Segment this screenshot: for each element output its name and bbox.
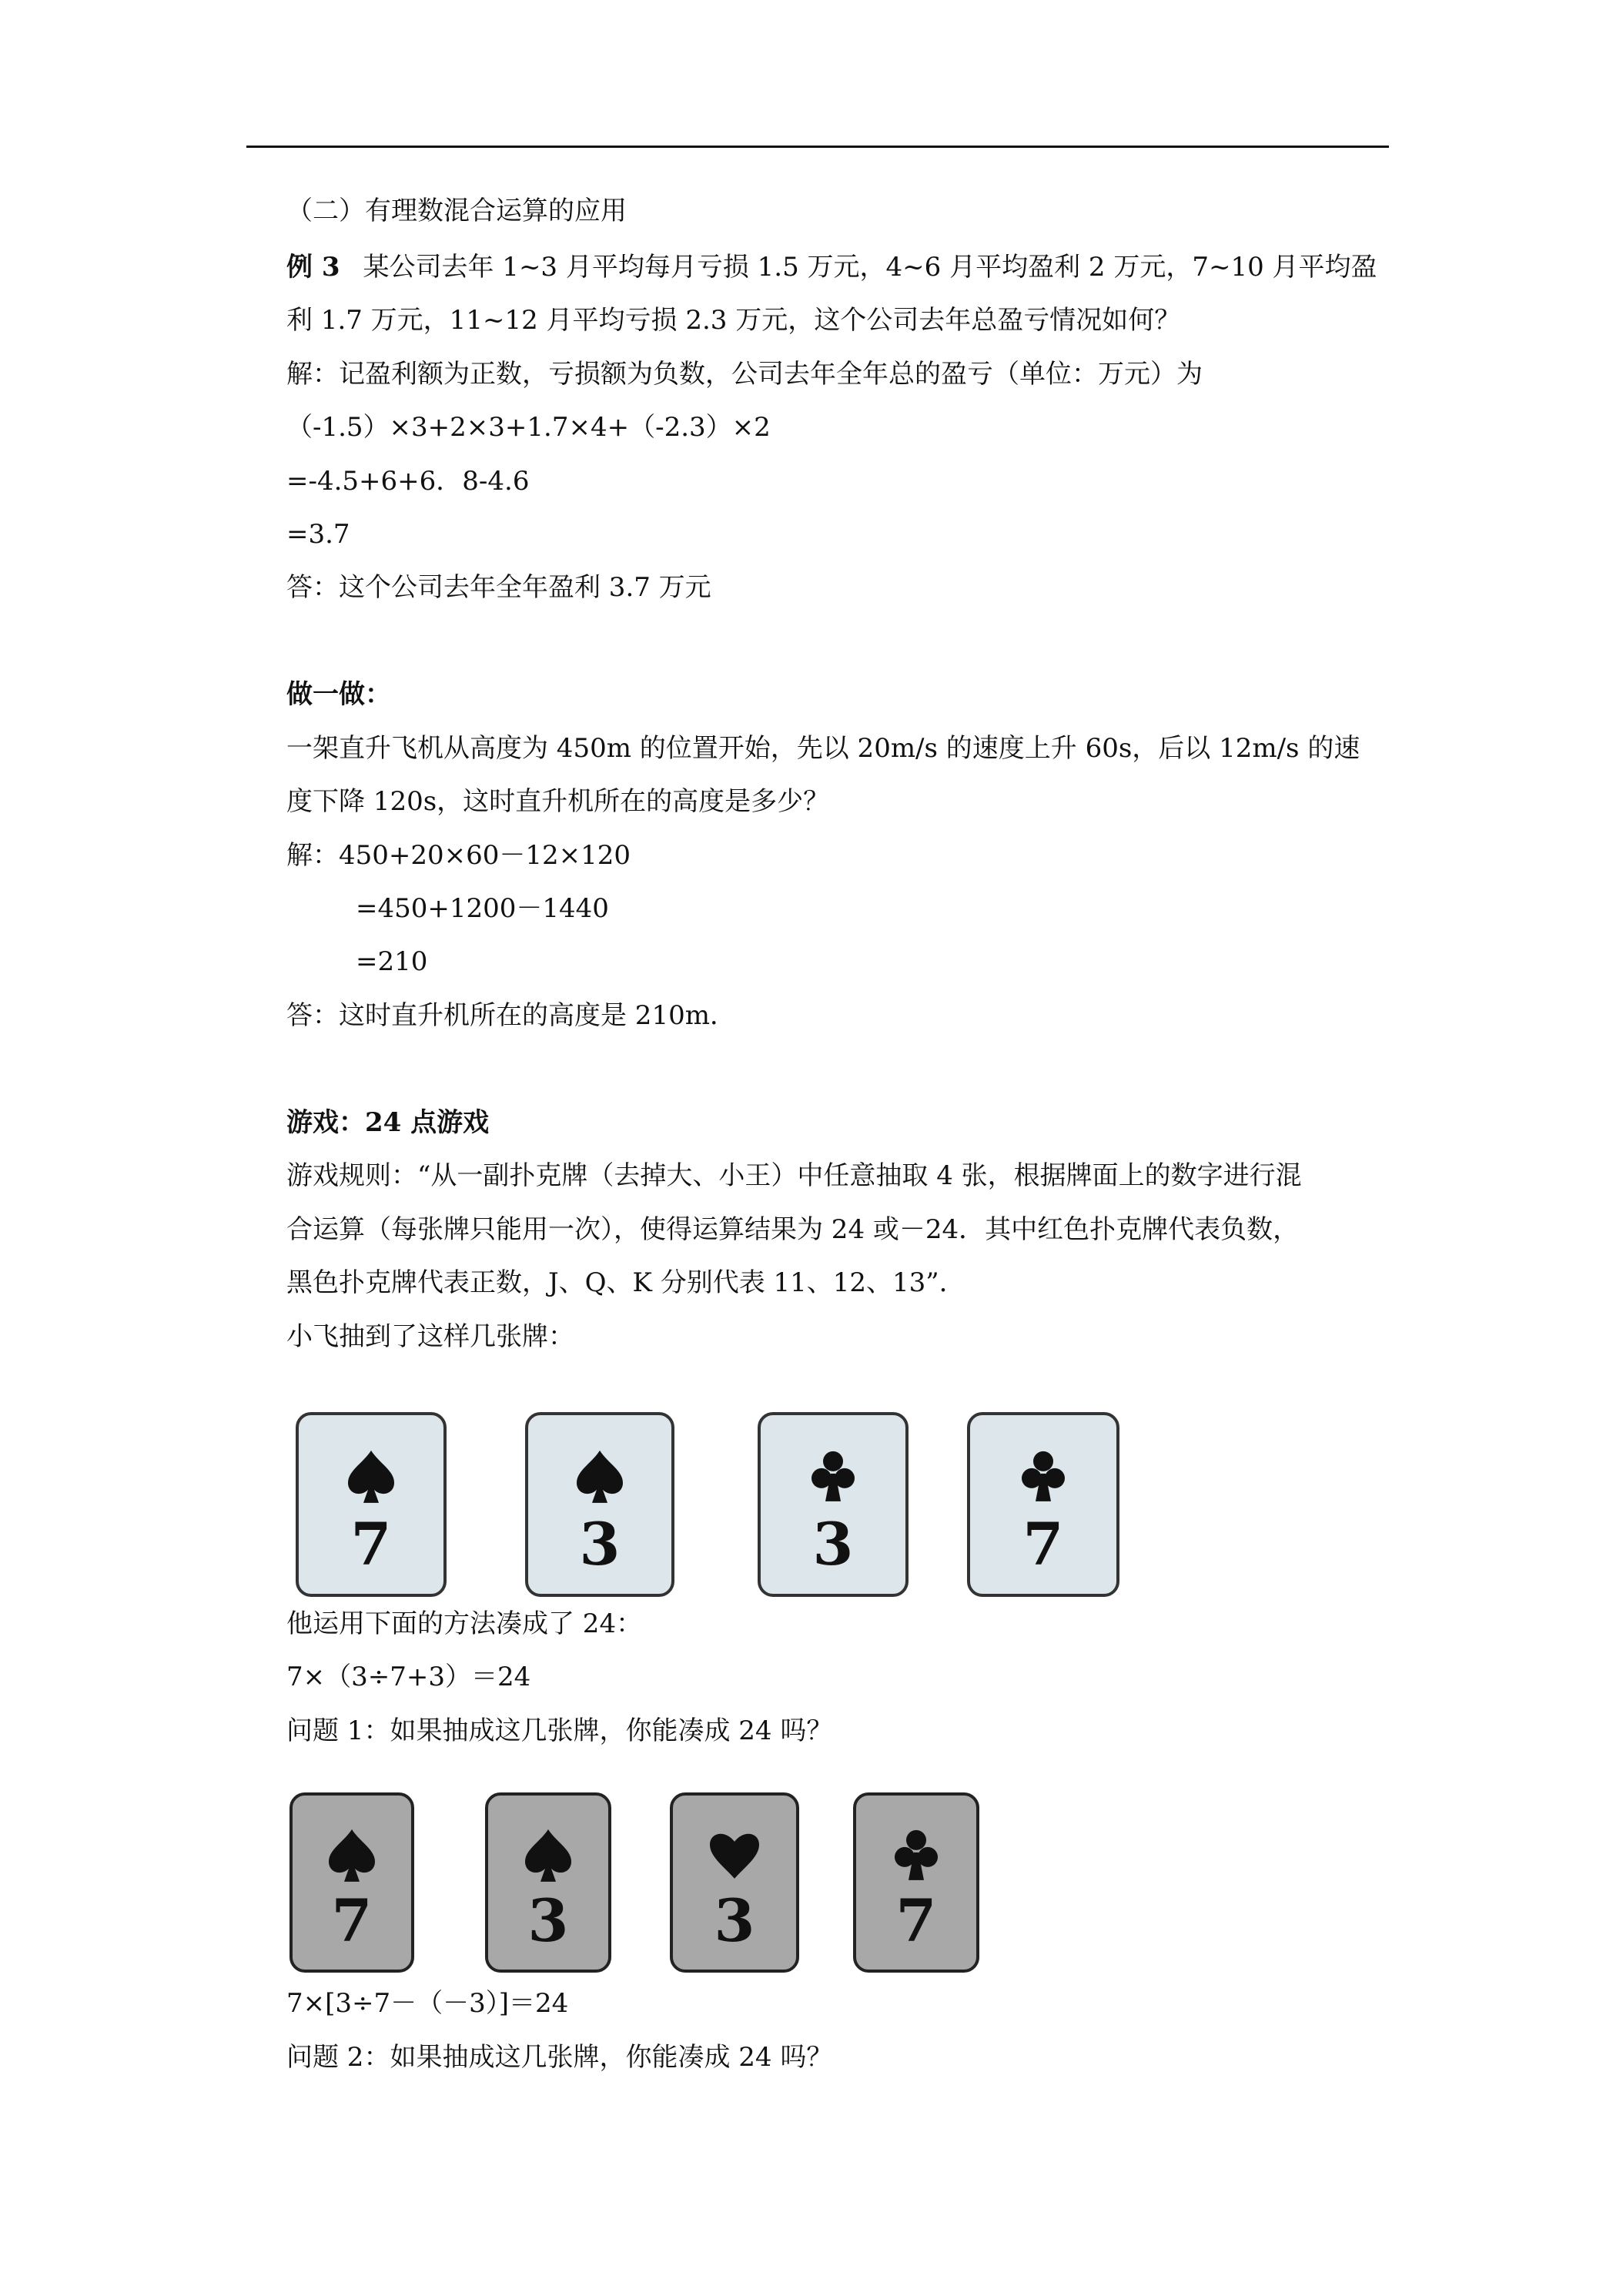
game-heading: 游戏：24 点游戏 — [286, 1107, 490, 1138]
practice-step-1: 解：450+20×60－12×120 — [286, 840, 631, 871]
section-title: （二）有理数混合运算的应用 — [286, 196, 627, 226]
example-answer: 答：这个公司去年全年盈利 3.7 万元 — [286, 572, 711, 603]
solution-step-1: （-1.5）×3+2×3+1.7×4+（-2.3）×2 — [286, 412, 771, 443]
card-set-2 — [291, 1794, 978, 1971]
game-rule-2: 合运算（每张牌只能用一次），使得运算结果为 24 或－24．其中红色扑克牌代表负数， — [286, 1214, 1300, 1245]
playing-card — [487, 1794, 610, 1971]
game-rule-3: 黑色扑克牌代表正数，J、Q、K 分别代表 11、12、13”． — [286, 1267, 965, 1298]
example-label: 例 3 — [286, 252, 340, 283]
card-number: 3 — [714, 1886, 755, 1955]
playing-card — [855, 1794, 978, 1971]
method-formula: 7×（3÷7+3）＝24 — [286, 1662, 531, 1692]
practice-step-3: =210 — [356, 946, 428, 977]
practice-problem-2: 度下降 120s，这时直升机所在的高度是多少？ — [286, 786, 830, 817]
card-number: 7 — [1022, 1509, 1064, 1578]
playing-card — [291, 1794, 413, 1971]
question-2: 问题 2：如果抽成这几张牌，你能凑成 24 吗？ — [286, 2042, 833, 2073]
card-number: 7 — [350, 1509, 392, 1578]
practice-problem-1: 一架直升飞机从高度为 450m 的位置开始，先以 20m/s 的速度上升 60s，后以 12m/s 的速 — [286, 733, 1360, 764]
example-text-2: 利 1.7 万元，11~12 月平均亏损 2.3 万元，这个公司去年总盈亏情况如何？ — [286, 305, 1181, 336]
playing-card — [671, 1794, 798, 1971]
card-number: 7 — [895, 1886, 937, 1955]
solution-step-2: =-4.5+6+6．8-4.6 — [286, 466, 530, 497]
playing-card — [527, 1414, 673, 1595]
playing-card — [969, 1414, 1118, 1595]
solution-intro: 解：记盈利额为正数，亏损额为负数，公司去年全年总的盈亏（单位：万元）为 — [286, 359, 1203, 390]
card-number: 3 — [579, 1509, 621, 1578]
practice-heading: 做一做： — [286, 679, 391, 710]
answer-1-formula: 7×[3÷7－（－3）]＝24 — [286, 1988, 569, 2019]
card-number: 3 — [527, 1886, 569, 1955]
solution-step-3: =3.7 — [286, 519, 350, 550]
playing-card — [759, 1414, 907, 1595]
card-number: 3 — [812, 1509, 854, 1578]
card-set-1 — [297, 1414, 1118, 1595]
question-1: 问题 1：如果抽成这几张牌，你能凑成 24 吗？ — [286, 1715, 833, 1746]
method-intro: 他运用下面的方法凑成了 24： — [286, 1608, 643, 1639]
draw-intro: 小飞抽到了这样几张牌： — [286, 1321, 574, 1352]
practice-answer: 答：这时直升机所在的高度是 210m． — [286, 1000, 736, 1031]
playing-card — [297, 1414, 445, 1595]
practice-step-2: =450+1200－1440 — [356, 893, 609, 924]
example-text-1: 某公司去年 1~3 月平均每月亏损 1.5 万元，4~6 月平均盈利 2 万元，7~10 月平均盈 — [363, 252, 1377, 283]
game-rule-1: 游戏规则：“从一副扑克牌（去掉大、小王）中任意抽取 4 张，根据牌面上的数字进行混 — [286, 1160, 1302, 1191]
card-number: 7 — [331, 1886, 373, 1955]
